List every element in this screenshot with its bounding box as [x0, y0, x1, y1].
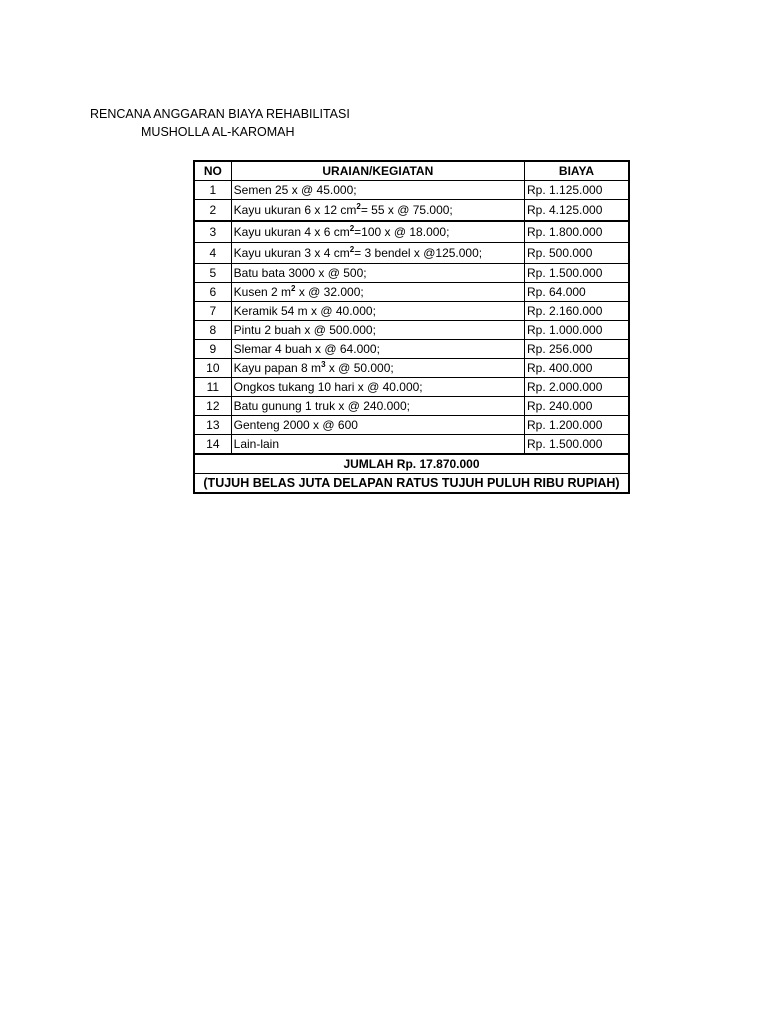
total-cell: JUMLAH Rp. 17.870.000 [194, 454, 629, 474]
row-number: 8 [194, 321, 231, 340]
row-description [231, 243, 524, 264]
row-description [231, 359, 524, 378]
item-name: Keramik 54 m x @ 40.000; [233, 303, 376, 318]
row-number: 14 [194, 435, 231, 455]
row-description [231, 200, 524, 222]
table-row [194, 243, 629, 264]
row-cost: Rp. 1.500.000 [525, 264, 630, 283]
table-row [194, 340, 629, 359]
row-cost: Rp. 1.500.000 [525, 435, 630, 455]
budget-table [193, 160, 630, 494]
row-number: 2 [194, 200, 231, 222]
item-name: Pintu 2 buah x @ 500.000; [233, 322, 376, 337]
table-row [194, 283, 629, 302]
row-cost: Rp. 500.000 [525, 243, 630, 264]
row-number: 12 [194, 397, 231, 416]
header-no: NO [194, 161, 231, 181]
table-row [194, 221, 629, 243]
row-cost: Rp. 2.000.000 [525, 378, 630, 397]
row-description [231, 302, 524, 321]
row-description [231, 397, 524, 416]
row-cost: Rp. 1.125.000 [525, 181, 630, 200]
header-description: URAIAN/KEGIATAN [231, 161, 524, 181]
row-cost: Rp. 1.000.000 [525, 321, 630, 340]
item-quantity-detail: =100 x @ 18.000; [354, 224, 450, 239]
table-row [194, 416, 629, 435]
item-quantity-detail: = 3 bendel x @125.000; [354, 245, 483, 260]
row-description [231, 416, 524, 435]
item-name: Batu gunung 1 truk x @ 240.000; [233, 398, 410, 413]
table-row [194, 321, 629, 340]
row-description [231, 378, 524, 397]
document-subtitle: MUSHOLLA AL-KAROMAH [141, 125, 295, 139]
row-number: 4 [194, 243, 231, 264]
table-row [194, 200, 629, 222]
item-name: Slemar 4 buah x @ 64.000; [233, 341, 380, 356]
item-name: Semen 25 x @ 45.000; [233, 182, 357, 197]
row-number: 1 [194, 181, 231, 200]
item-name: Genteng 2000 x @ 600 [233, 417, 358, 432]
item-quantity-detail: = 55 x @ 75.000; [360, 202, 453, 217]
table-row [194, 359, 629, 378]
row-cost: Rp. 1.200.000 [525, 416, 630, 435]
table-row [194, 435, 629, 455]
total-row [194, 454, 629, 474]
row-number: 5 [194, 264, 231, 283]
item-unit-exponent: 2 [349, 244, 355, 254]
table-row [194, 181, 629, 200]
item-name: Ongkos tukang 10 hari x @ 40.000; [233, 379, 423, 394]
row-description [231, 221, 524, 243]
item-name: Lain-lain [233, 436, 280, 451]
row-number: 9 [194, 340, 231, 359]
row-number: 6 [194, 283, 231, 302]
row-description [231, 340, 524, 359]
table-row [194, 378, 629, 397]
row-description [231, 435, 524, 455]
item-name: Kayu ukuran 6 x 12 cm [233, 202, 357, 217]
item-unit-exponent: 2 [291, 283, 296, 293]
item-name: Kayu ukuran 4 x 6 cm [233, 224, 350, 239]
table-row [194, 397, 629, 416]
table-body [194, 181, 629, 455]
row-number: 11 [194, 378, 231, 397]
row-number: 3 [194, 221, 231, 243]
item-unit-exponent: 2 [349, 223, 355, 233]
item-name: Batu bata 3000 x @ 500; [233, 265, 367, 280]
row-cost: Rp. 240.000 [525, 397, 630, 416]
table-row [194, 264, 629, 283]
row-description [231, 321, 524, 340]
row-cost: Rp. 4.125.000 [525, 200, 630, 222]
item-unit-exponent: 2 [356, 201, 361, 211]
document-title: RENCANA ANGGARAN BIAYA REHABILITASI [90, 107, 350, 121]
total-in-words: (TUJUH BELAS JUTA DELAPAN RATUS TUJUH PULUH RIBU RUPIAH) [194, 474, 629, 494]
row-cost: Rp. 1.800.000 [525, 221, 630, 243]
row-cost: Rp. 256.000 [525, 340, 630, 359]
row-description [231, 283, 524, 302]
row-number: 13 [194, 416, 231, 435]
header-cost: BIAYA [525, 161, 630, 181]
row-number: 10 [194, 359, 231, 378]
item-name: Kayu papan 8 m [233, 360, 322, 375]
row-description [231, 181, 524, 200]
row-cost: Rp. 64.000 [525, 283, 630, 302]
table-header-row [194, 161, 629, 181]
row-cost: Rp. 400.000 [525, 359, 630, 378]
item-name: Kusen 2 m [233, 284, 292, 299]
row-cost: Rp. 2.160.000 [525, 302, 630, 321]
item-name: Kayu ukuran 3 x 4 cm [233, 245, 350, 260]
table-row [194, 302, 629, 321]
item-quantity-detail: x @ 50.000; [325, 360, 394, 375]
row-number: 7 [194, 302, 231, 321]
row-description [231, 264, 524, 283]
item-unit-exponent: 3 [321, 359, 326, 369]
total-words-row [194, 474, 629, 494]
item-quantity-detail: x @ 32.000; [295, 284, 364, 299]
